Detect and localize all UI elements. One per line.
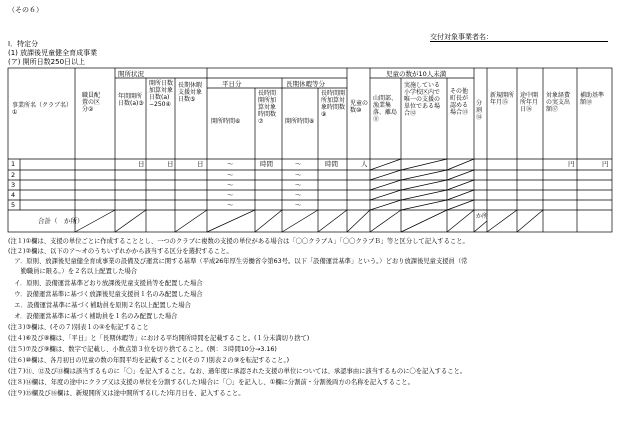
header-unique-club: 実施している小学校区内で唯一の支援の単位である場合⑫ bbox=[404, 82, 441, 117]
time-tilde: 〜 bbox=[295, 160, 302, 168]
row-number: 5 bbox=[11, 201, 16, 209]
time-tilde: 〜 bbox=[227, 191, 234, 199]
row-number: 2 bbox=[11, 171, 16, 179]
note-2d: エ．設備運営基準に基づく補助員を原則２名以上配置した場合 bbox=[8, 302, 191, 309]
page-label: （その６） bbox=[8, 6, 43, 14]
time-tilde: 〜 bbox=[227, 201, 234, 209]
note-9: (注９)⑮欄及び⑯欄は、新規開所又は途中開所する(した)年月日を、記入すること。 bbox=[8, 390, 245, 397]
header-holiday-hours: 開所時間⑧ bbox=[285, 118, 315, 125]
header-child-count: 児童の数⑩ bbox=[350, 100, 369, 114]
note-1: (注１)①欄は、支援の単位ごとに作成することとし、一つのクラブに複数の支援の単位がある場合は「〇〇クラブＡ」「〇〇クラブＢ」等と区分して記入すること。 bbox=[8, 238, 469, 245]
note-7: (注７)⑪、⑫及び⑬欄は該当するものに「〇」を記入すること。なお、過年度に承認された支援の単位については、承認事由に該当するものに〇を記入すること。 bbox=[8, 368, 467, 375]
total-places-label: か所 bbox=[476, 213, 489, 220]
note-8: (注８)⑭欄は、年度の途中にクラブ又は支援の単位を分割する(した)場合に「〇」を記入し、①欄に分割前・分割後両方の名称を記入すること。 bbox=[8, 379, 414, 386]
header-mid-month: 途中開所年月日⑯ bbox=[520, 92, 539, 113]
header-new-month: 新規開所年月⑮ bbox=[490, 92, 515, 106]
row-number: 3 bbox=[11, 181, 16, 189]
time-tilde: 〜 bbox=[295, 201, 302, 209]
note-2a: ア．原則、放課後児童健全育成事業の設備及び運営に関する基準（平成26年厚生労働省令第63号。以下「設備運営基準」という。）どおり放課後児童支援員（常 bbox=[8, 258, 468, 265]
note-2a-cont: 勤職員に限る。）を２名以上配置した場合 bbox=[8, 268, 138, 275]
note-2b: イ．原則、設備運営基準どおり放課後児童支援員等を配置した場合 bbox=[8, 280, 203, 287]
time-tilde: 〜 bbox=[227, 181, 234, 189]
header-opening-status: 開所状況 bbox=[118, 70, 144, 78]
yen-unit: 円 bbox=[568, 160, 575, 168]
header-long-holiday-support: 長期休暇支援対象日数⑤ bbox=[178, 82, 203, 103]
header-weekday-hours: 開所時間⑥ bbox=[211, 118, 241, 125]
header-other-mayor: その他町長が認める場合⑬ bbox=[450, 88, 469, 116]
recipient-label: 交付対象事業者名： bbox=[430, 33, 608, 42]
days-unit: 日 bbox=[197, 160, 204, 168]
header-subsidy-base: 補助基準額⑱ bbox=[580, 92, 605, 106]
time-tilde: 〜 bbox=[295, 191, 302, 199]
people-unit: 人 bbox=[361, 160, 368, 168]
header-club-name: 事業所名（クラブ名）① bbox=[12, 102, 73, 116]
note-2c: ウ．設備運営基準に基づく放課後児童支援員１名のみ配置した場合 bbox=[8, 291, 203, 298]
note-2e: オ．設備運営基準に基づく補助員を１名のみ配置した場合 bbox=[8, 313, 178, 320]
time-tilde: 〜 bbox=[295, 181, 302, 189]
days-unit: 日 bbox=[138, 160, 145, 168]
note-3: (注３)③欄は、(その７)別表１の④を転記すること bbox=[8, 324, 149, 331]
header-weekday: 平日分 bbox=[222, 80, 242, 88]
header-under10: 児童の数が10人未満 bbox=[386, 70, 447, 78]
time-tilde: 〜 bbox=[295, 171, 302, 179]
note-4: (注４)⑥及び⑧欄は、「平日」と「長期休暇等」における平均開所時間を記載すること。(１分未満切り捨て) bbox=[8, 335, 310, 342]
header-long-holiday: 長期休暇等分 bbox=[286, 80, 325, 88]
note-2: (注２)②欄は、以下のア〜オのうちいずれかから該当する区分を選択すること。 bbox=[8, 248, 233, 255]
header-weekday-long-hours: 長時間開所加算対象時間数⑦ bbox=[258, 90, 277, 125]
time-tilde: 〜 bbox=[227, 160, 234, 168]
hours-unit: 時間 bbox=[260, 160, 273, 168]
header-split: 分割⑭ bbox=[476, 100, 483, 121]
subsection-1: (1) 放課後児童健全育成事業 bbox=[8, 49, 98, 57]
row-number: 1 bbox=[11, 160, 16, 168]
note-5: (注５)⑦及び⑨欄は、数字で記載し、小数点第３位を切り捨てること。(例：３時間10分→3.16) bbox=[8, 346, 277, 353]
yen-unit: 円 bbox=[602, 160, 609, 168]
hours-unit: 時間 bbox=[325, 160, 338, 168]
row-number: 4 bbox=[11, 191, 16, 199]
subsection-2: (ア) 開所日数250日以上 bbox=[8, 58, 86, 66]
header-annual-days: 年間開所日数(a)③ bbox=[118, 93, 144, 107]
header-holiday-long-hours: 長時間開所加算対象時間数⑨ bbox=[321, 90, 346, 118]
time-tilde: 〜 bbox=[227, 171, 234, 179]
header-extra-days: 開所日数加算対象日数(a)−250④ bbox=[149, 80, 174, 108]
header-mountain: 山間部、漁業集落、離島⑪ bbox=[373, 95, 398, 123]
total-label: 合計（ か所） bbox=[38, 217, 84, 225]
section-title: Ⅰ．特定分 bbox=[8, 40, 39, 48]
note-6: (注６)⑩欄は、各月初日の児童の数の年間平均を記載すること((その７)別表２の⑨を転記すること。) bbox=[8, 357, 290, 364]
header-actual-cost: 対象経費の実支出額⑰ bbox=[546, 92, 571, 113]
days-unit: 日 bbox=[167, 160, 174, 168]
header-staff-category: 職員配置の区分② bbox=[82, 92, 101, 113]
